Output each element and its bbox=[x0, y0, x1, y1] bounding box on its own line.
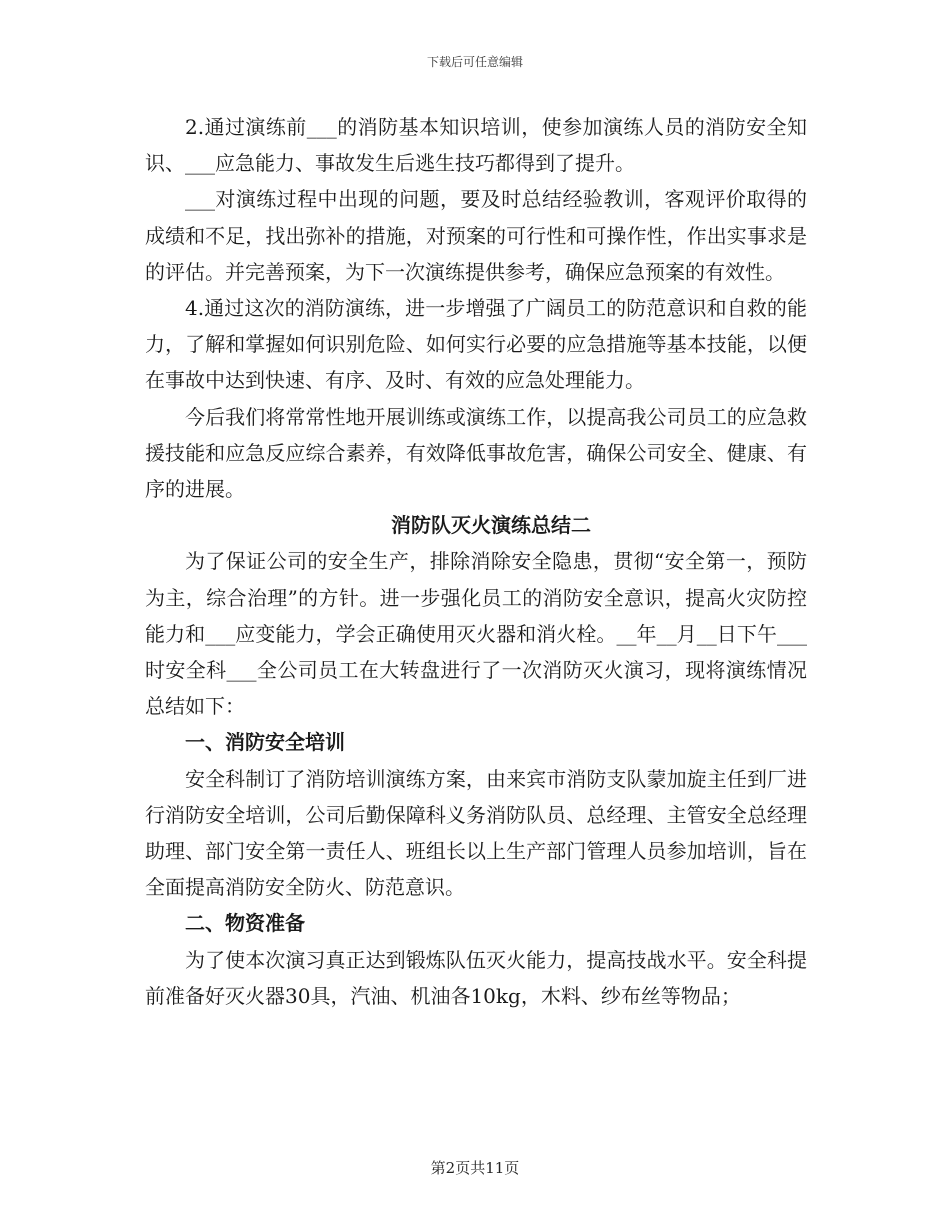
paragraph-drill-intro: 为了保证公司的安全生产，排除消除安全隐患，贯彻“安全第一，预防为主，综合治理”的方针。进一步强化员工的消防安全意识，提高火灾防控能力和___应变能力，学会正确使用灭火器和消火栓。__年__月__日下午___时安全科___全公司员工在大转盘进行了一次消防灭火演习，现将演练情况总结如下： bbox=[145, 549, 807, 719]
page-footer: 第2页共11页 bbox=[430, 1159, 520, 1177]
paragraph-material-details: 为了使本次演习真正达到锻炼队伍灭火能力，提高技战水平。安全科提前准备好灭火器30具，汽油、机油各10kg，木料、纱布丝等物品； bbox=[145, 947, 807, 1008]
document-body bbox=[145, 109, 807, 1014]
paragraph-training-details: 安全科制订了消防培训演练方案，由来宾市消防支队蒙加旋主任到厂进行消防安全培训，公司后勤保障科义务消防队员、总经理、主管安全总经理助理、部门安全第一责任人、班组长以上生产部门管理人员参加培训，旨在全面提高消防安全防火、防范意识。 bbox=[145, 766, 807, 900]
page-header: 下载后可任意编辑 bbox=[426, 55, 523, 69]
paragraph-training-result: 2.通过演练前___的消防基本知识培训，使参加演练人员的消防安全知识、___应急能力、事故发生后逃生技巧都得到了提升。 bbox=[145, 115, 807, 176]
heading-material-preparation: 二、物资准备 bbox=[185, 911, 305, 936]
heading-fire-safety-training: 一、消防安全培训 bbox=[185, 730, 345, 755]
paragraph-future-plan: 今后我们将常常性地开展训练或演练工作，以提高我公司员工的应急救援技能和应急反应综合素养，有效降低事故危害，确保公司安全、健康、有序的进展。 bbox=[145, 404, 807, 502]
paragraph-drill-effect: 4.通过这次的消防演练，进一步增强了广阔员工的防范意识和自救的能力，了解和掌握如何识别危险、如何实行必要的应急措施等基本技能，以便在事故中达到快速、有序、及时、有效的应急处理能力。 bbox=[145, 296, 807, 393]
paragraph-problem-review: ___对演练过程中出现的问题，要及时总结经验教训，客观评价取得的成绩和不足，找出弥补的措施，对预案的可行性和可操作性，作出实事求是的评估。并完善预案，为下一次演练提供参考，确保应急预案的有效性。 bbox=[145, 187, 807, 284]
section-title: 消防队灭火演练总结二 bbox=[391, 513, 591, 538]
